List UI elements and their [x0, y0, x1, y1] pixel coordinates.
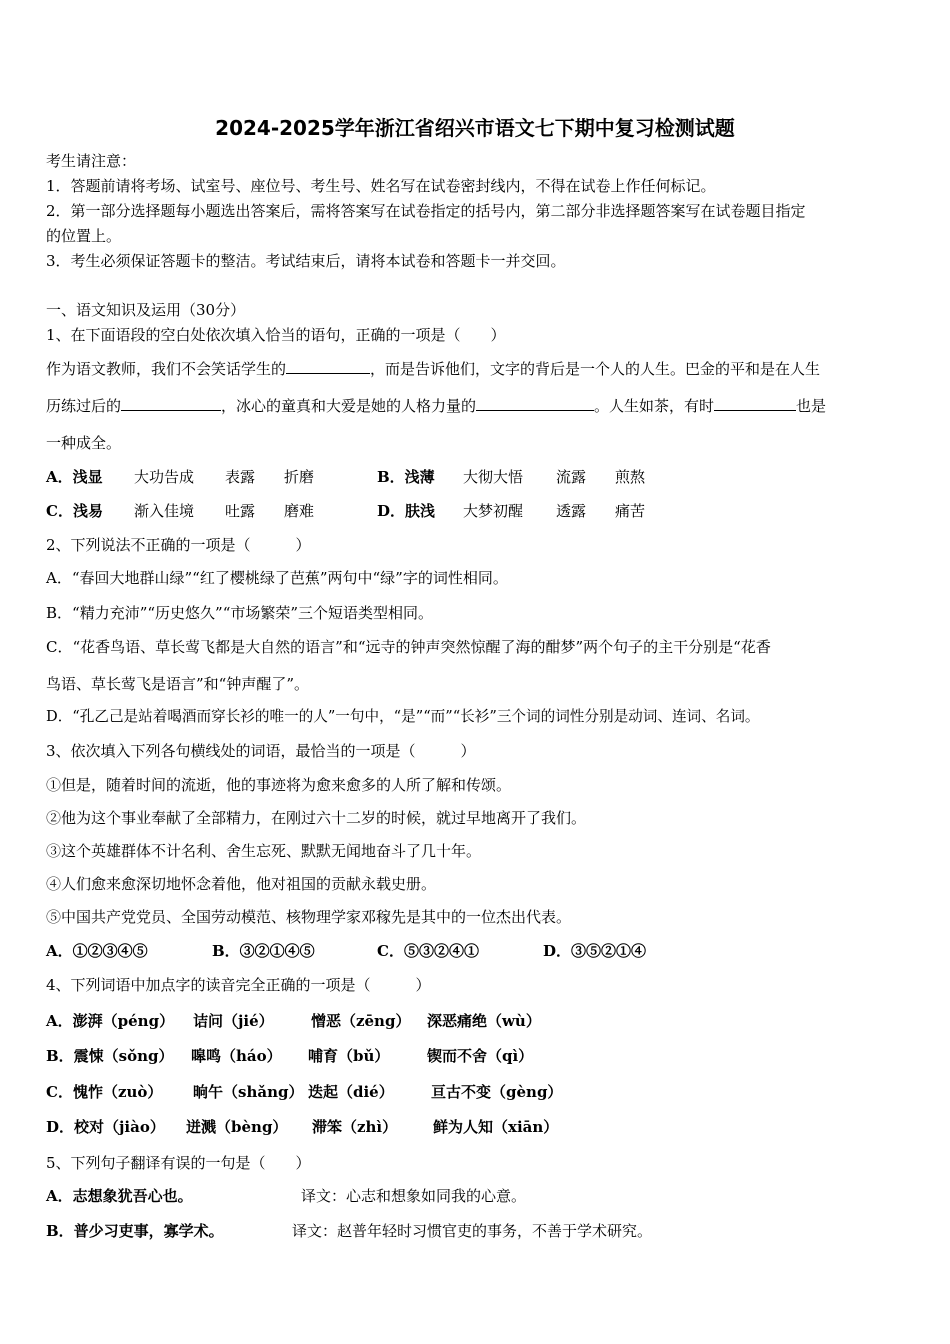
q1-text: 作为语文教师，我们不会笑话学生的 — [46, 360, 287, 378]
q1-text: 历练过后的 — [46, 397, 122, 415]
q1-option-b: 煎熬 — [615, 468, 646, 486]
q4-option-d: 滞笨（zhì） — [312, 1118, 398, 1136]
answer-blank — [121, 396, 221, 411]
notice-item: 1．答题前请将考场、试室号、座位号、考生号、姓名写在试卷密封线内，不得在试卷上作任何标记。 — [46, 177, 716, 195]
q3-option-b: B．③②①④⑤ — [212, 942, 315, 960]
q3-stem: 3、依次填入下列各句横线处的词语，最恰当的一项是（ ） — [46, 742, 476, 760]
notice-item: 的位置上。 — [46, 227, 122, 245]
notice-item: 3．考生必须保证答题卡的整洁。考试结束后，请将本试卷和答题卡一并交回。 — [46, 252, 566, 270]
answer-blank — [476, 396, 594, 411]
q5-option-a-translation: 译文：心志和想象如同我的心意。 — [301, 1187, 527, 1205]
q3-sentence: ①但是，随着时间的流逝，他的事迹将为愈来愈多的人所了解和传颂。 — [46, 776, 512, 794]
q1-option-d: D．肤浅 — [377, 502, 436, 520]
q5-option-b-translation: 译文：赵普年轻时习惯官吏的事务，不善于学术研究。 — [292, 1222, 653, 1240]
q1-text: ，冰心的童真和大爱是她的人格力量的 — [221, 397, 477, 415]
notice-item: 2．第一部分选择题每小题选出答案后，需将答案写在试卷指定的括号内，第二部分非选择题答案写在试卷题目指定 — [46, 202, 806, 220]
q1-option-c: C．浅易 — [46, 502, 103, 520]
q1-text: 也是 — [796, 397, 827, 415]
q2-option-a: A．“春回大地群山绿”“红了樱桃绿了芭蕉”两句中“绿”字的词性相同。 — [46, 569, 508, 587]
q1-passage-line — [46, 359, 820, 379]
q5-stem: 5、下列句子翻译有误的一句是（ ） — [46, 1154, 311, 1172]
q1-option-a: 折磨 — [284, 468, 315, 486]
q4-option-c: 晌午（shǎng） — [193, 1083, 304, 1101]
q1-stem: 1、在下面语段的空白处依次填入恰当的语句，正确的一项是（ ） — [46, 326, 506, 344]
q4-option-d: 迸溅（bèng） — [186, 1118, 288, 1136]
q3-option-d: D．③⑤②①④ — [543, 942, 647, 960]
q5-option-b: B．普少习吏事，寡学术。 — [46, 1222, 224, 1240]
q3-option-c: C．⑤③②④① — [377, 942, 479, 960]
q3-sentence: ②他为这个事业奉献了全部精力，在刚过六十二岁的时候，就过早地离开了我们。 — [46, 809, 587, 827]
q1-passage-line — [46, 396, 826, 416]
answer-blank — [286, 359, 370, 374]
q4-option-c: C．愧怍（zuò） — [46, 1083, 163, 1101]
exam-title: 2024-2025学年浙江省绍兴市语文七下期中复习检测试题 — [215, 116, 735, 140]
q1-option-d: 透露 — [556, 502, 587, 520]
q4-option-b: 锲而不舍（qì） — [427, 1047, 534, 1065]
q1-option-b: 大彻大悟 — [463, 468, 524, 486]
q4-option-c: 迭起（dié） — [308, 1083, 394, 1101]
q1-option-d: 大梦初醒 — [463, 502, 524, 520]
q2-stem: 2、下列说法不正确的一项是（ ） — [46, 536, 311, 554]
section-heading: 一、语文知识及运用（30分） — [46, 301, 246, 319]
notice-heading: 考生请注意： — [46, 152, 137, 170]
q4-option-d: 鲜为人知（xiān） — [433, 1118, 559, 1136]
q4-option-b: B．震悚（sǒng） — [46, 1047, 174, 1065]
q2-option-c: 鸟语、草长莺飞是语言”和“钟声醒了”。 — [46, 675, 310, 693]
q1-option-d: 痛苦 — [615, 502, 646, 520]
q1-option-b: 流露 — [556, 468, 587, 486]
q2-option-c: C．“花香鸟语、草长莺飞都是大自然的语言”和“远寺的钟声突然惊醒了海的酣梦”两个句子的主干分别是“花香 — [46, 638, 771, 656]
q1-option-c: 吐露 — [225, 502, 256, 520]
q1-text: ，而是告诉他们，文字的背后是一个人的人生。巴金的平和是在人生 — [370, 360, 821, 378]
q4-option-d: D．校对（jiào） — [46, 1118, 165, 1136]
q3-sentence: ⑤中国共产党党员、全国劳动模范、核物理学家邓稼先是其中的一位杰出代表。 — [46, 908, 572, 926]
q1-option-b: B．浅薄 — [377, 468, 435, 486]
q3-sentence: ③这个英雄群体不计名利、舍生忘死、默默无闻地奋斗了几十年。 — [46, 842, 482, 860]
q1-option-c: 渐入佳境 — [134, 502, 195, 520]
q4-option-c: 亘古不变（gèng） — [431, 1083, 563, 1101]
q1-option-a: A．浅显 — [46, 468, 103, 486]
q4-stem: 4、下列词语中加点字的读音完全正确的一项是（ ） — [46, 976, 431, 994]
q1-passage-line: 一种成全。 — [46, 434, 122, 452]
q4-option-a: 憎恶（zēng） — [311, 1012, 411, 1030]
q2-option-d: D．“孔乙己是站着喝酒而穿长衫的唯一的人”一句中，“是”“而”“长衫”三个词的词性分别是动词、连词、名词。 — [46, 708, 760, 725]
q1-option-c: 磨难 — [284, 502, 315, 520]
q1-text: 。人生如茶，有时 — [594, 397, 715, 415]
q4-option-a: A．澎湃（péng） — [46, 1012, 175, 1030]
q2-option-b: B．“精力充沛”“历史悠久”“市场繁荣”三个短语类型相同。 — [46, 604, 434, 622]
answer-blank — [714, 396, 796, 411]
q3-sentence: ④人们愈来愈深切地怀念着他，他对祖国的贡献永载史册。 — [46, 875, 437, 893]
q5-option-a: A．志想象犹吾心也。 — [46, 1187, 193, 1205]
q4-option-a: 诘问（jié） — [193, 1012, 274, 1030]
q1-option-a: 大功告成 — [134, 468, 195, 486]
q4-option-b: 嗥鸣（háo） — [191, 1047, 282, 1065]
q3-option-a: A．①②③④⑤ — [46, 942, 148, 960]
q1-option-a: 表露 — [225, 468, 256, 486]
q4-option-b: 哺育（bǔ） — [308, 1047, 390, 1065]
q4-option-a: 深恶痛绝（wù） — [427, 1012, 541, 1030]
